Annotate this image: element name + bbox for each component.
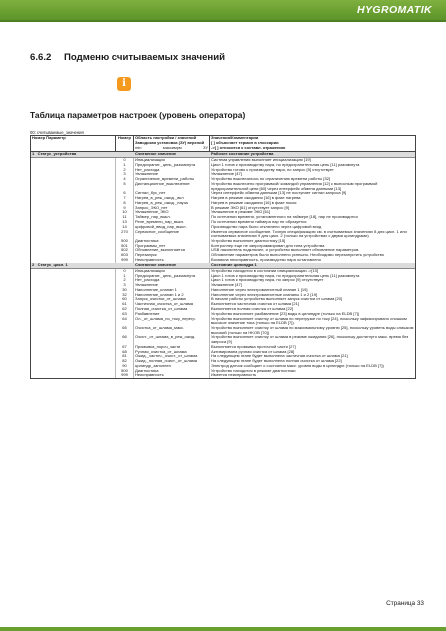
row-comment: Нагрев в режиме ожидания [16] в фазе покоя bbox=[211, 199, 297, 205]
row-comment: Устройство находится в режиме диагностики bbox=[211, 367, 296, 373]
row-value: Ожид._частич._очист._от_шлама bbox=[134, 354, 210, 359]
row-comment: USB накопитель подключен, и устройство выполняет обновление параметров. bbox=[211, 247, 360, 253]
group-title: Статус_устройства bbox=[37, 151, 77, 157]
row-value: Увлажнение bbox=[134, 283, 210, 288]
row-number: 1 bbox=[116, 273, 134, 278]
row-comment: Электрод датчик сообщает о состоянии макс. уровня воды в цилиндре (только на ELDB [7]) bbox=[211, 362, 384, 368]
row-value: Запуск_очистки_от_шлама bbox=[134, 297, 210, 302]
parameter-table bbox=[30, 135, 416, 379]
row-value: Нет_расхода bbox=[134, 278, 210, 283]
row-value: Сигнал_бус_нет bbox=[134, 191, 210, 196]
col-header-comment-title: Значения/Комментарии bbox=[211, 135, 259, 141]
row-value: Обновление_выполняется bbox=[134, 248, 210, 253]
row-comment: Наполнение через электромагнитные клапаны 1 и 2 [19] bbox=[211, 291, 318, 297]
row-comment: Цикл 1 готов к производству пара, но предохранительная цепь [11] разомкнута bbox=[211, 272, 360, 278]
row-number: 0 bbox=[116, 158, 134, 163]
row-value: Ограничение_времени_работы bbox=[134, 177, 210, 182]
row-value: Неисправность bbox=[134, 258, 210, 263]
row-value: Увлажнение_ЭКО bbox=[134, 210, 210, 215]
row-comment: Через интерфейс обмена данными [13] не поступает сигнал запроса [9] bbox=[211, 190, 347, 196]
row-number: 500 bbox=[116, 369, 134, 374]
row-value: Нет_расхода bbox=[134, 167, 210, 172]
section-title bbox=[30, 52, 280, 64]
row-value: Реле_времени_пар_выкл. bbox=[134, 220, 210, 225]
group-number bbox=[116, 263, 134, 268]
col-header-range bbox=[134, 136, 210, 151]
group-comment: Состояние цилиндра 1 bbox=[211, 261, 257, 267]
row-value: Полная_очистка_от_шлама bbox=[134, 307, 210, 312]
row-param bbox=[31, 229, 116, 238]
col-header-range-title: Область настройки / значений bbox=[135, 135, 197, 141]
row-comment: По истечении времени таймера пар не образуется bbox=[211, 218, 307, 224]
row-number: 82 bbox=[116, 359, 134, 364]
row-value: Частичная_очистка_от_шлама bbox=[134, 302, 210, 307]
row-number: 4 bbox=[116, 177, 134, 182]
group-title: Статус_цикл. 1 bbox=[37, 261, 68, 267]
row-value: Инициализация bbox=[134, 158, 210, 163]
row-comment: Увлажнение в режиме ЭКО [61] bbox=[211, 209, 271, 215]
group-comment: Рабочее состояние устройства bbox=[211, 151, 274, 157]
row-value: Увлажнение bbox=[134, 172, 210, 177]
row-number: 999 bbox=[116, 373, 134, 378]
row-value: Диагностика bbox=[134, 369, 210, 374]
row-number: 81 bbox=[116, 354, 134, 359]
table-row bbox=[31, 373, 415, 378]
col-max: максимум bbox=[162, 144, 182, 150]
row-number: 0 bbox=[116, 269, 134, 274]
row-number: 6 bbox=[116, 191, 134, 196]
row-param bbox=[31, 326, 116, 335]
row-number: 67 bbox=[116, 345, 134, 350]
row-comment: Нагрев в режиме ожидания [16] в фазе нагрева bbox=[211, 195, 301, 201]
row-param bbox=[31, 373, 116, 378]
row-number: 32 bbox=[116, 293, 134, 298]
row-number: 13 bbox=[116, 220, 134, 225]
row-number: 603 bbox=[116, 253, 134, 258]
row-comment: Устройство выключено программой/ командой управления [12] с выносным программой предохранительной цепи [60] через интерфейс обмена данными [13] bbox=[211, 180, 378, 191]
brand-logo bbox=[357, 4, 432, 16]
row-param bbox=[31, 335, 116, 344]
row-number: 90 bbox=[116, 364, 134, 369]
table-caption: 00: считываемые_значения bbox=[30, 130, 84, 135]
row-value: Инициализация bbox=[134, 269, 210, 274]
row-number: 68 bbox=[116, 349, 134, 354]
row-number: 1 bbox=[116, 163, 134, 168]
row-number: 63 bbox=[116, 312, 134, 317]
row-number: 8 bbox=[116, 201, 134, 206]
col-header-comment bbox=[210, 136, 415, 151]
row-number: 270 bbox=[116, 229, 134, 238]
row-number: 11 bbox=[116, 215, 134, 220]
row-value: Ручная_очистка_от_шлама bbox=[134, 349, 210, 354]
row-value: Нагрев_в_реж_ожид._вкл bbox=[134, 196, 210, 201]
row-param bbox=[31, 317, 116, 326]
row-comment: Устройство выполняет очистку от шлама по перегрузке по току [24], поскольку зафиксировано слишком высокое значение тока (только на ELDB [7]). bbox=[211, 315, 407, 326]
col-header-range-sub1: Заводская установка (ЗУ) верхний bbox=[135, 139, 205, 145]
row-number: 64 bbox=[116, 317, 134, 326]
row-comment: Устройство находится в состоянии инициализации ->[10] bbox=[211, 267, 319, 273]
table-body bbox=[31, 152, 415, 378]
row-comment: Устройство выполняет разбавление [23] воды в цилиндре (только на ELDB [7]) bbox=[211, 310, 360, 316]
row-value: Очистка_от_шлама_макс. bbox=[134, 326, 210, 335]
row-number: 502 bbox=[116, 248, 134, 253]
row-comment: Система управления выполняет инициализацию [19] bbox=[211, 157, 311, 163]
row-value: Наполнение_клапан 1 bbox=[134, 288, 210, 293]
section-number: 6.6.2 bbox=[30, 52, 52, 63]
row-value: Промывка_пороч_части bbox=[134, 345, 210, 350]
row-comment: Цикл 1 готов к производству пара, но предохранительная цепь [11] разомкнута bbox=[211, 161, 360, 167]
row-value: цилиндр_заполнен bbox=[134, 364, 210, 369]
footer-line bbox=[0, 627, 446, 631]
row-number: 500 bbox=[116, 239, 134, 244]
logo-part2: MATIK bbox=[397, 4, 432, 16]
row-comment: Возникла неисправность, производство пара остановлено bbox=[211, 257, 321, 263]
row-value: Наполнение_клапан 1 и 2 bbox=[134, 293, 210, 298]
row-comment: Производство пара было отключено через цифровой вход bbox=[211, 223, 322, 229]
col-header-range-sub2 bbox=[135, 146, 208, 151]
group-range: Считанное значение bbox=[135, 261, 177, 267]
row-value: Неисправность bbox=[134, 373, 210, 378]
row-value: Запрос_ЭКО_нет bbox=[134, 206, 210, 211]
row-value: Ол._от_шлама_по_току_перегр. bbox=[134, 317, 210, 326]
col-default: ЗУ bbox=[203, 144, 208, 150]
row-value: Предохранит._цепь_разомкнута bbox=[134, 273, 210, 278]
table-title: Таблица параметров настроек (уровень оператора) bbox=[30, 110, 246, 120]
col-header-number: Номер bbox=[116, 136, 134, 151]
row-value: Разбавление bbox=[134, 312, 210, 317]
row-comment: Выполняется промывка проточной части [27] bbox=[211, 343, 296, 349]
col-min: min bbox=[135, 144, 142, 150]
row-comment: В начале работы устройство выполняет запуск очистки от шлама [20] bbox=[211, 296, 343, 302]
row-value: Предохранит._цепь_разомкнута bbox=[134, 163, 210, 168]
row-value: Нагрев_в_реж_ожид._пауза bbox=[134, 201, 210, 206]
row-number: 61 bbox=[116, 302, 134, 307]
row-comment: По истечении времени, установленного на таймере [18], нар не производится bbox=[211, 214, 358, 220]
row-comment: Обновление параметров было выполнено успешно. Необходимо перезапустить устройство bbox=[211, 252, 384, 258]
row-number: 30 bbox=[116, 288, 134, 293]
col-header-comment-sub2: ->[ ] относится к составл. отражению bbox=[211, 144, 286, 150]
row-value: Очист._от_шлама_в_реж_ожид. bbox=[134, 335, 210, 344]
row-comment: Цикл 1 готов к производству пара, но запрос [9] отсутствует bbox=[211, 277, 324, 283]
section-heading: Подменю считываемых значений bbox=[64, 52, 226, 63]
row-number: 501 bbox=[116, 244, 134, 249]
row-comment: Устройство выполняет диагностику [15] bbox=[211, 237, 286, 243]
row-value: цифровой_ввод_пар_выкл. bbox=[134, 225, 210, 230]
header-band bbox=[0, 0, 446, 22]
group-index: 1 bbox=[32, 151, 35, 157]
logo-part1: HYGRO bbox=[357, 4, 398, 16]
row-number: 999 bbox=[116, 258, 134, 263]
col-header-comment-sub1: [ ] объясняет термин в глоссарии bbox=[211, 139, 279, 145]
row-comment: Выполняется частичная очистка от шлама [21] bbox=[211, 301, 299, 307]
group-name bbox=[31, 152, 116, 157]
row-number: 3 bbox=[116, 172, 134, 177]
row-comment: Устройство выключилось по ограничению времени работы [32] bbox=[211, 176, 330, 182]
row-number: 3 bbox=[116, 283, 134, 288]
row-value: Дистанционное_выключение bbox=[134, 182, 210, 191]
row-comment: Выполняется полная очистка от шлама [22] bbox=[211, 306, 294, 312]
info-icon: i bbox=[117, 77, 131, 91]
row-comment: На следующем этапе будет выполнена полная очистка от шлама [22] bbox=[211, 358, 342, 364]
row-value: Сервисное_сообщение bbox=[134, 229, 210, 238]
row-number: 9 bbox=[116, 206, 134, 211]
row-number: 7 bbox=[116, 196, 134, 201]
row-number: 65 bbox=[116, 326, 134, 335]
row-number: 62 bbox=[116, 307, 134, 312]
row-comment: Устройство выполняет очистку от шлама в режиме ожидания [26], поскольку достигнуто макс. время без запроса [9] bbox=[211, 334, 409, 344]
page-number: Страница 33 bbox=[386, 600, 424, 607]
table-header bbox=[31, 136, 415, 152]
row-comment: Имеется сервисное сообщение. Точную спецификацию см. в считываемых значениях 8 для цикл. 1 или считываемых значениях 9 для цикл. 2 (только на устройствах с двумя цилиндрами) bbox=[211, 228, 407, 239]
row-value: Таймер_нар_выкл. bbox=[134, 215, 210, 220]
row-number: 2 bbox=[116, 167, 134, 172]
row-number: 2 bbox=[116, 278, 134, 283]
row-comment: Увлажнение [47] bbox=[211, 282, 242, 288]
group-index: 2 bbox=[32, 261, 35, 267]
row-comment: Увлажнение [47] bbox=[211, 171, 242, 177]
row-comment: Активирована ручная очистка от шлама [28] bbox=[211, 348, 295, 354]
row-param bbox=[31, 182, 116, 191]
row-comment: Наполнение через электромагнитный клапан 1 [19] bbox=[211, 286, 308, 292]
row-value: Программы_нет bbox=[134, 244, 210, 249]
row-number: 14 bbox=[116, 225, 134, 230]
row-comment: Устройство выполняет очистку от шлама по максимальному уровню [25], поскольку уровень воды слишком высокий (только на HKOB [70]) bbox=[211, 324, 414, 335]
row-comment: В режиме ЭКО [61] отсутствует запрос [9] bbox=[211, 204, 290, 210]
row-number: 10 bbox=[116, 210, 134, 215]
col-header-name: Номер Параметр bbox=[31, 136, 116, 151]
group-range: Считанное значение bbox=[135, 151, 177, 157]
row-comment: Имеется неисправность bbox=[211, 372, 257, 378]
row-comment: Контроллер еще не запрограммирован для типа устройства bbox=[211, 242, 325, 248]
row-value: Перезапуск bbox=[134, 253, 210, 258]
row-number: 60 bbox=[116, 297, 134, 302]
row-comment: На следующем этапе будет выполнена частичная очистка от шлама [21] bbox=[211, 353, 348, 359]
group-name bbox=[31, 263, 116, 268]
row-value: Ожид._полная_очист._от_шлама bbox=[134, 359, 210, 364]
row-value: Диагностика bbox=[134, 239, 210, 244]
row-comment: Устройство готово к производству пара, но запрос [9] отсутствует bbox=[211, 166, 334, 172]
row-number: 66 bbox=[116, 335, 134, 344]
row-number: 5 bbox=[116, 182, 134, 191]
